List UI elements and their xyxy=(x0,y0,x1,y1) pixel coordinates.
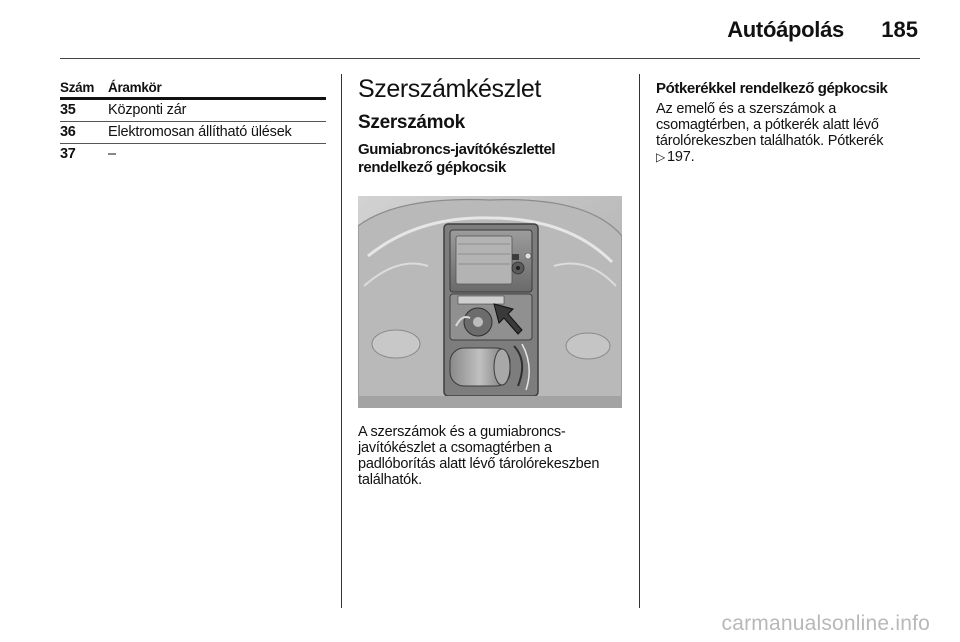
spare-wheel-section xyxy=(656,80,926,165)
table-row xyxy=(60,99,326,122)
column-divider-right xyxy=(639,74,640,608)
page-reference-link[interactable]: 197. xyxy=(667,149,695,165)
spare-wheel-heading: Pótkerékkel rendelkező gépkocsik xyxy=(656,80,888,97)
page-title: Autóápolás xyxy=(727,17,844,42)
fuse-number: 37 xyxy=(60,146,76,162)
fuse-circuit: Elektromosan állítható ülések xyxy=(108,122,326,144)
fuse-circuit: – xyxy=(108,146,116,162)
table-row xyxy=(60,144,326,166)
column-header-number: Szám xyxy=(60,80,108,99)
spare-wheel-text xyxy=(656,101,926,165)
fuse-number: 35 xyxy=(60,99,108,122)
column-divider-left xyxy=(341,74,342,608)
subsubsection-heading: Gumiabroncs-javítókészlettel rendelkező gépkocsik xyxy=(358,141,556,176)
fuse-number: 36 xyxy=(60,122,108,144)
subsection-heading: Szerszámok xyxy=(358,112,465,133)
trunk-storage-photo xyxy=(358,196,622,408)
fuse-table-header-row xyxy=(60,80,326,99)
tools-section xyxy=(358,74,624,177)
fuse-circuit: Központi zár xyxy=(108,99,326,122)
page-header xyxy=(0,0,960,60)
column-header-circuit: Áramkör xyxy=(108,80,326,99)
watermark: carmanualsonline.info xyxy=(721,612,930,635)
fuse-table xyxy=(60,80,326,165)
table-row xyxy=(60,122,326,144)
spare-wheel-text-body: Az emelő és a szerszámok a csomagtérben, a pótkerék alatt lévő tárolórekeszben találhatók. Pótkerék xyxy=(656,101,884,149)
section-heading: Szerszámkészlet xyxy=(358,75,541,103)
header-rule xyxy=(60,58,920,59)
page-reference-arrow-icon: ▷ xyxy=(656,150,666,164)
photo-caption: A szerszámok és a gumiabroncs-javítókészlet a csomagtérben a padlóborítás alatt lévő tárolórekeszben találhatók. xyxy=(358,424,600,488)
page-number: 185 xyxy=(881,17,918,42)
